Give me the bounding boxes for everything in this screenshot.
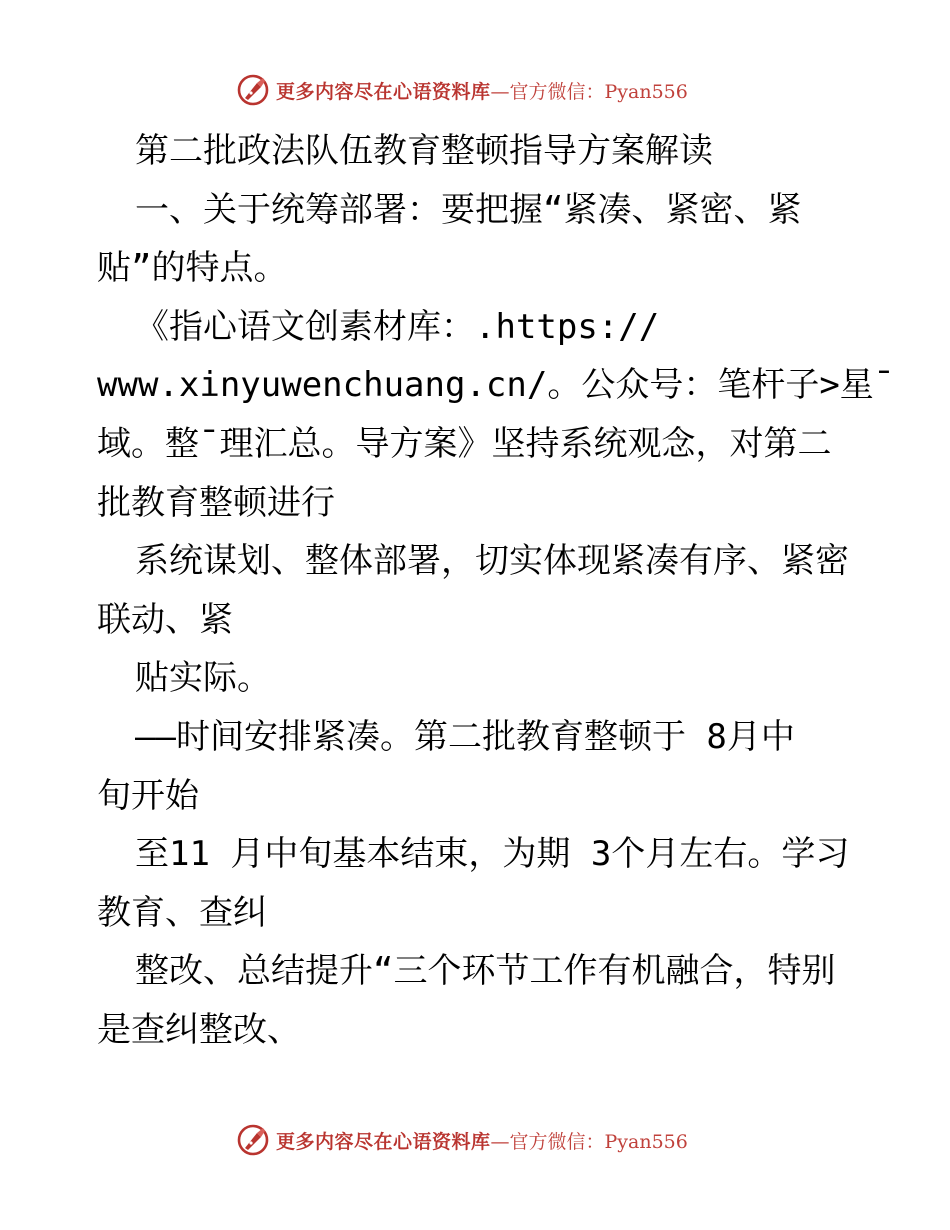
text-line: 域。整¯理汇总。导方案》坚持系统观念，对第二 (97, 423, 832, 464)
header-banner-tail: —官方微信：Pyan556 (490, 80, 688, 103)
text-line: 至11 月中旬基本结束，为期 3个月左右。学习 (135, 834, 850, 875)
text-line: 是查纠整改、 (97, 1009, 301, 1050)
text-line: 一、关于统筹部署：要把握“紧凑、紧密、紧 (135, 189, 802, 230)
text-line: ——时间安排紧凑。第二批教育整顿于 8月中 (135, 716, 795, 757)
text-line: www.xinyuwenchuang.cn/。公众号：笔杆子>星¯ (97, 365, 895, 406)
document-title: 第二批政法队伍教育整顿指导方案解读 (135, 131, 713, 171)
footer-banner (236, 1120, 688, 1160)
pen-nib-logo-icon (236, 1123, 270, 1157)
text-line: 《指心语文创素材库：.https:// (135, 306, 660, 347)
footer-banner-tail: —官方微信：Pyan556 (490, 1130, 688, 1153)
text-line: 联动、紧 (97, 599, 233, 640)
text-line: 系统谋划、整体部署，切实体现紧凑有序、紧密 (135, 541, 849, 582)
footer-banner-lead: 更多内容尽在心语资料库 (276, 1130, 491, 1153)
document-body (97, 122, 895, 1060)
text-line: 教育、查纠 (97, 892, 267, 933)
header-banner-lead: 更多内容尽在心语资料库 (276, 80, 491, 103)
pen-nib-logo-icon (236, 73, 270, 107)
text-line: 批教育整顿进行 (97, 482, 335, 523)
text-line: 旬开始 (97, 775, 199, 816)
text-line: 贴”的特点。 (97, 248, 288, 289)
text-line: 整改、总结提升“三个环节工作有机融合，特别 (135, 951, 836, 992)
header-banner (236, 70, 688, 110)
text-line: 贴实际。 (135, 658, 271, 699)
